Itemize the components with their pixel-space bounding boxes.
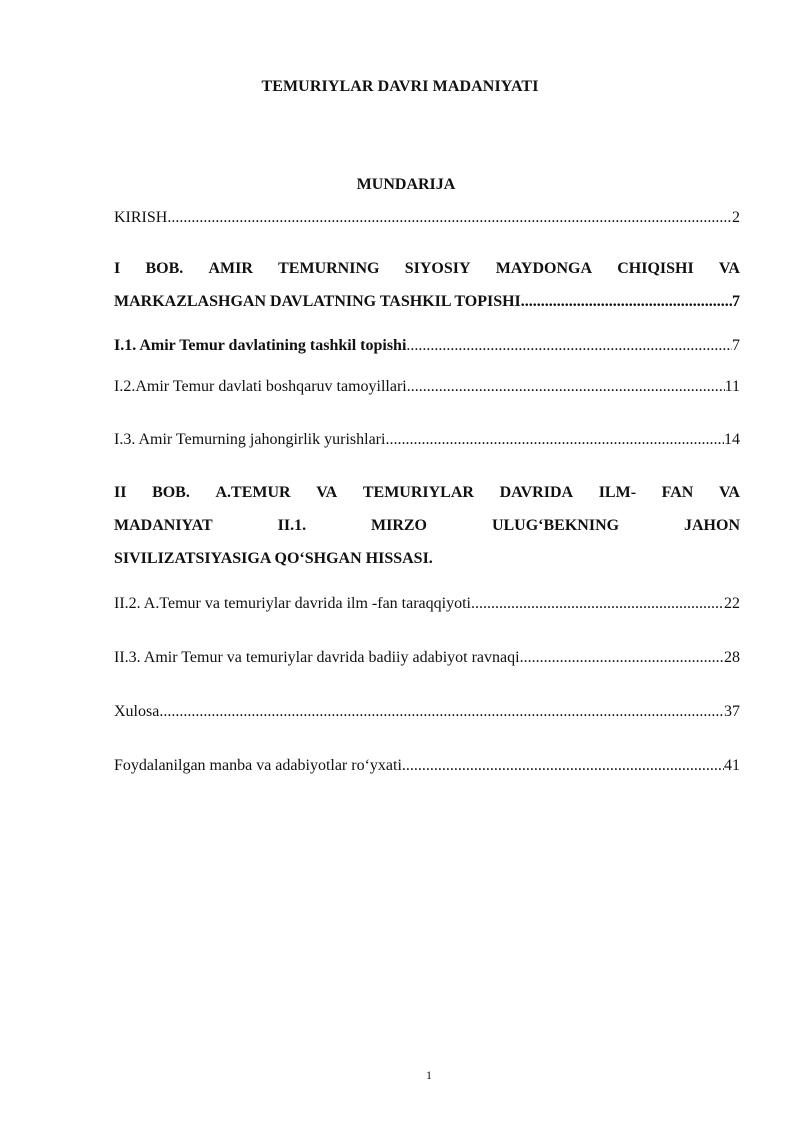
document-title: TEMURIYLAR DAVRI MADANIYATI — [261, 78, 539, 95]
word: FAN — [661, 484, 694, 501]
toc-entry-page: 37 — [724, 703, 740, 720]
word: CHIQISHI — [617, 260, 694, 277]
chapter-2-line-2 — [114, 516, 740, 536]
toc-entry-adabiyotlar[interactable] — [114, 756, 740, 776]
word: DAVRIDA — [499, 484, 574, 501]
toc-entry-label: II.3. Amir Temur va temuriylar davrida badiiy adabiyot ravnaqi — [114, 649, 520, 666]
word: MIRZO — [371, 517, 427, 534]
toc-entry-section-1-2[interactable] — [114, 377, 740, 397]
toc-leader-dots — [402, 756, 724, 776]
chapter-2-line-3: SIVILIZATSIYASIGA QO‘SHGAN HISSASI. — [114, 550, 433, 567]
word: JAHON — [684, 517, 740, 534]
toc-entry-chapter-1[interactable] — [114, 259, 740, 312]
toc-entry-section-1-3[interactable] — [114, 430, 740, 450]
word: TEMURNING — [278, 260, 380, 277]
toc-entry-page: 28 — [724, 649, 740, 666]
word: II.1. — [277, 517, 307, 534]
toc-entry-label: KIRISH — [114, 209, 168, 226]
toc-entry-chapter-2[interactable] — [114, 483, 740, 569]
toc-leader-dots — [385, 430, 724, 450]
toc-entry-xulosa[interactable] — [114, 702, 740, 722]
toc-entry-label: I.2.Amir Temur davlati boshqaruv tamoyillari — [114, 378, 407, 395]
word: AMIR — [208, 260, 253, 277]
toc-heading: MUNDARIJA — [356, 176, 456, 193]
word: ILM- — [598, 484, 637, 501]
word: VA — [718, 260, 740, 277]
toc-entry-page: 22 — [724, 595, 740, 612]
toc-entry-kirish[interactable] — [114, 208, 740, 228]
toc-entry-page: 41 — [724, 757, 740, 774]
chapter-1-line-1 — [114, 259, 740, 279]
chapter-2-line-1 — [114, 483, 740, 503]
page-number: 1 — [426, 1068, 432, 1082]
toc-leader-dots — [520, 648, 724, 668]
toc-entry-page: 14 — [724, 431, 740, 448]
word: MADANIYAT — [114, 517, 213, 534]
word: I — [114, 260, 121, 277]
toc-entry-label: I.1. Amir Temur davlatining tashkil topishi — [114, 337, 407, 354]
word: MAYDONGA — [495, 260, 593, 277]
toc-entry-label: Foydalanilgan manba va adabiyotlar ro‘yxati — [114, 757, 402, 774]
toc-leader-dots — [159, 702, 724, 722]
toc-entry-label: I.3. Amir Temurning jahongirlik yurishlari — [114, 431, 386, 448]
toc-leader-dots — [406, 336, 732, 356]
word: TEMURIYLAR — [362, 484, 474, 501]
toc-entry-page: 11 — [724, 378, 740, 395]
toc-leader-dots — [521, 292, 732, 312]
word: II — [114, 484, 127, 501]
toc-entry-section-2-2[interactable] — [114, 594, 740, 614]
word: BOB. — [145, 260, 184, 277]
toc-entry-section-2-3[interactable] — [114, 648, 740, 668]
word: ULUG‘BEKNING — [491, 517, 620, 534]
toc-entry-page: 7 — [732, 293, 740, 310]
toc-entry-page: 7 — [732, 337, 740, 354]
word: BOB. — [152, 484, 190, 501]
toc-entry-label: MARKAZLASHGAN DAVLATNING TASHKIL TOPISHI — [114, 293, 521, 310]
word: VA — [718, 484, 740, 501]
word: SIYOSIY — [404, 260, 471, 277]
toc-entry-label: II.2. A.Temur va temuriylar davrida ilm -fan taraqqiyoti — [114, 595, 471, 612]
toc-leader-dots — [471, 594, 724, 614]
toc-entry-section-1-1[interactable] — [114, 336, 740, 356]
chapter-1-line-2 — [114, 292, 740, 312]
toc-leader-dots — [407, 377, 725, 397]
toc-entry-label: Xulosa — [114, 703, 160, 720]
toc-entry-page: 2 — [732, 209, 740, 226]
toc-leader-dots — [167, 208, 732, 228]
word: VA — [316, 484, 338, 501]
word: A.TEMUR — [215, 484, 291, 501]
